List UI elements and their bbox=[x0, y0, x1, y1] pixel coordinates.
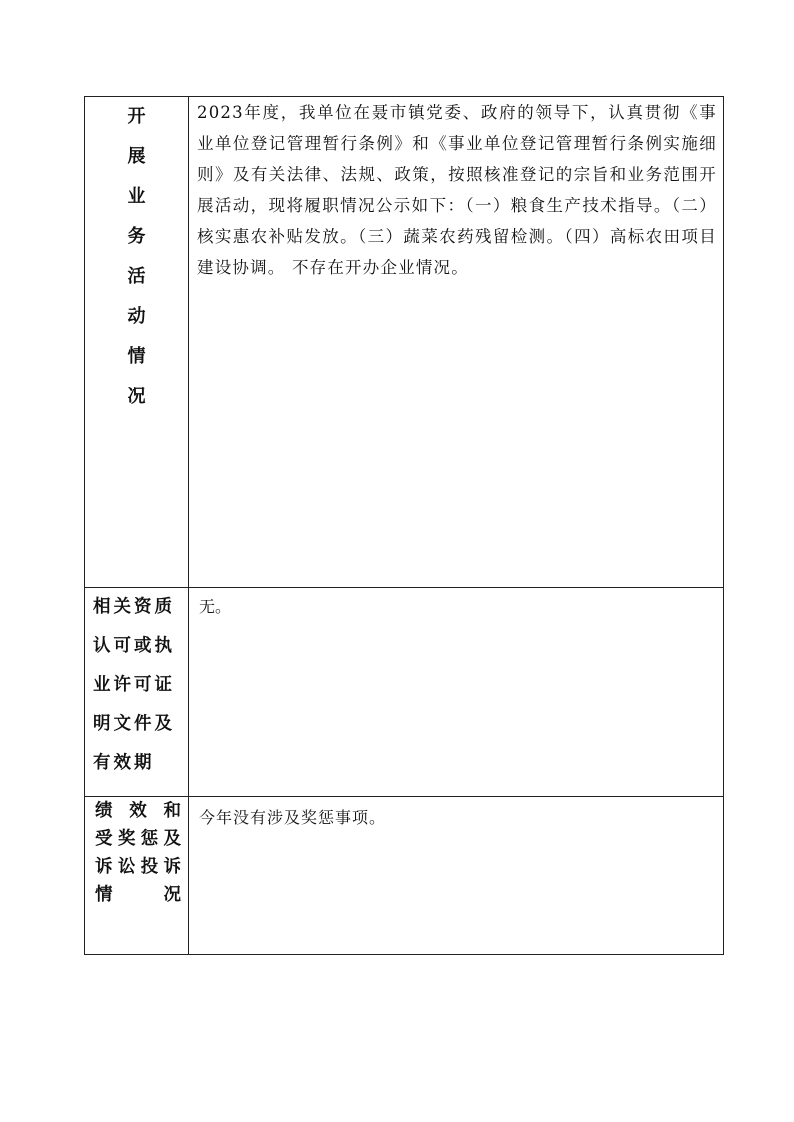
awards-content-cell bbox=[189, 797, 724, 955]
awards-label bbox=[85, 797, 188, 909]
awards-label-line: 绩 效 和 bbox=[95, 801, 181, 821]
license-label-line: 相关资质 bbox=[93, 597, 175, 617]
activities-label-char: 况 bbox=[127, 386, 146, 407]
activities-label-char: 业 bbox=[127, 186, 146, 207]
activities-label-char: 活 bbox=[127, 266, 146, 287]
awards-label-line: 情 况 bbox=[95, 885, 181, 905]
license-label-line: 认可或执 bbox=[93, 636, 175, 656]
activities-label-char: 情 bbox=[127, 346, 146, 367]
activities-label-cell bbox=[85, 97, 189, 588]
awards-text: 今年没有涉及奖惩事项。 bbox=[199, 808, 387, 827]
report-table bbox=[84, 96, 724, 955]
license-label bbox=[85, 588, 188, 783]
activities-content-cell bbox=[189, 97, 724, 588]
license-row bbox=[85, 588, 724, 797]
awards-label-line: 诉讼投诉 bbox=[95, 857, 181, 877]
activities-label-char: 动 bbox=[127, 306, 146, 327]
license-label-line: 业许可证 bbox=[93, 675, 175, 695]
activities-label-char: 务 bbox=[127, 226, 146, 247]
activities-label bbox=[85, 97, 188, 417]
license-label-line: 有效期 bbox=[93, 753, 155, 773]
activities-label-char: 开 bbox=[127, 106, 146, 127]
awards-row bbox=[85, 797, 724, 955]
activities-row bbox=[85, 97, 724, 588]
awards-label-line: 受奖惩及 bbox=[95, 829, 181, 849]
license-label-cell bbox=[85, 588, 189, 797]
license-content-cell bbox=[189, 588, 724, 797]
activities-text: 2023年度，我单位在聂市镇党委、政府的领导下，认真贯彻《事业单位登记管理暂行条例》和《事业单位登记管理暂行条例实施细则》及有关法律、法规、政策，按照核准登记的宗旨和业务范围开展活动，现将履职情况公示如下：（一）粮食生产技术指导。（二）核实惠农补贴发放。（三）蔬菜农药残留检测。（四）高标农田项目建设协调。 不存在开办企业情况。 bbox=[197, 103, 717, 277]
awards-label-cell bbox=[85, 797, 189, 955]
license-text: 无。 bbox=[199, 597, 232, 616]
activities-label-char: 展 bbox=[127, 146, 146, 167]
license-label-line: 明文件及 bbox=[93, 714, 175, 734]
